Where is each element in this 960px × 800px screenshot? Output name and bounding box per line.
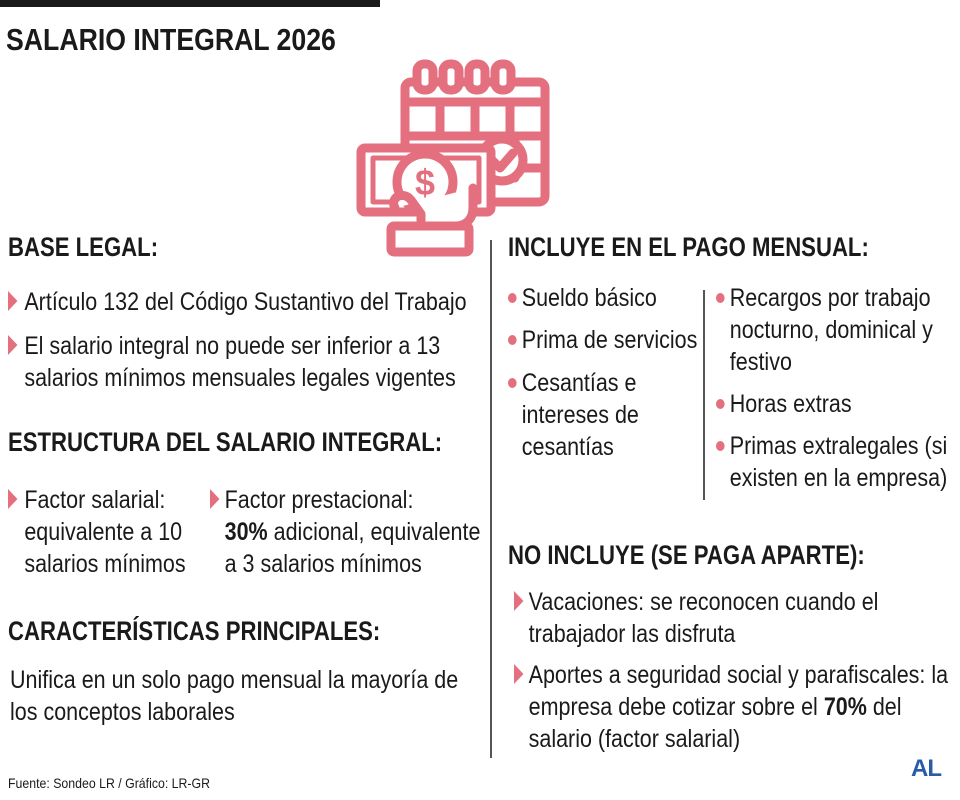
- factor-prestacional-item: Factor prestacional: 30% adicional, equivalente a 3 salarios mínimos: [210, 484, 480, 580]
- dot-bullet-icon: [716, 399, 725, 409]
- base-legal-heading: BASE LEGAL:: [8, 232, 159, 262]
- dot-bullet-icon: [508, 335, 517, 345]
- factor-salarial-item: Factor salarial: equivalente a 10 salarios mínimos: [8, 484, 186, 580]
- no-incluye-heading: NO INCLUYE (SE PAGA APARTE):: [508, 540, 865, 570]
- dot-bullet-icon: [716, 293, 725, 303]
- triangle-bullet-icon: [514, 664, 523, 684]
- list-item: Cesantías e intereses de cesantías: [508, 367, 639, 463]
- list-item: Recargos por trabajo nocturno, dominical y festivo: [716, 282, 933, 378]
- list-item: Artículo 132 del Código Sustantivo del Trabajo: [8, 286, 467, 318]
- list-item: El salario integral no puede ser inferior a 13 salarios mínimos mensuales legales vigentes: [8, 330, 456, 394]
- list-item: Horas extras: [716, 388, 852, 420]
- incluye-divider: [703, 290, 705, 500]
- calendar-money-hand-icon: [355, 58, 555, 258]
- list-item: Vacaciones: se reconocen cuando el trabajador las disfruta: [514, 586, 878, 650]
- source-credit: Fuente: Sondeo LR / Gráfico: LR-GR: [8, 775, 211, 791]
- list-item: Aportes a seguridad social y parafiscales: la empresa debe cotizar sobre el 70% del salario (factor salarial): [514, 659, 948, 755]
- caracteristicas-text: Unifica en un solo pago mensual la mayoría de los conceptos laborales: [10, 666, 459, 726]
- dot-bullet-icon: [508, 293, 517, 303]
- list-item: Prima de servicios: [508, 324, 697, 356]
- triangle-bullet-icon: [8, 489, 17, 509]
- svg-text:$: $: [414, 162, 436, 203]
- triangle-bullet-icon: [8, 291, 17, 311]
- page-title: SALARIO INTEGRAL 2026: [6, 22, 336, 57]
- dot-bullet-icon: [716, 441, 725, 451]
- incluye-heading: INCLUYE EN EL PAGO MENSUAL:: [508, 232, 869, 262]
- list-item: Sueldo básico: [508, 282, 657, 314]
- triangle-bullet-icon: [514, 591, 523, 611]
- dot-bullet-icon: [508, 378, 517, 388]
- triangle-bullet-icon: [210, 489, 219, 509]
- column-divider: [490, 240, 492, 758]
- top-rule: [0, 0, 380, 7]
- publisher-logo: AL: [911, 755, 941, 782]
- caracteristicas-heading: CARACTERÍSTICAS PRINCIPALES:: [8, 616, 381, 646]
- estructura-heading: ESTRUCTURA DEL SALARIO INTEGRAL:: [8, 427, 443, 457]
- triangle-bullet-icon: [8, 335, 17, 355]
- list-item: Primas extralegales (si existen en la empresa): [716, 430, 947, 494]
